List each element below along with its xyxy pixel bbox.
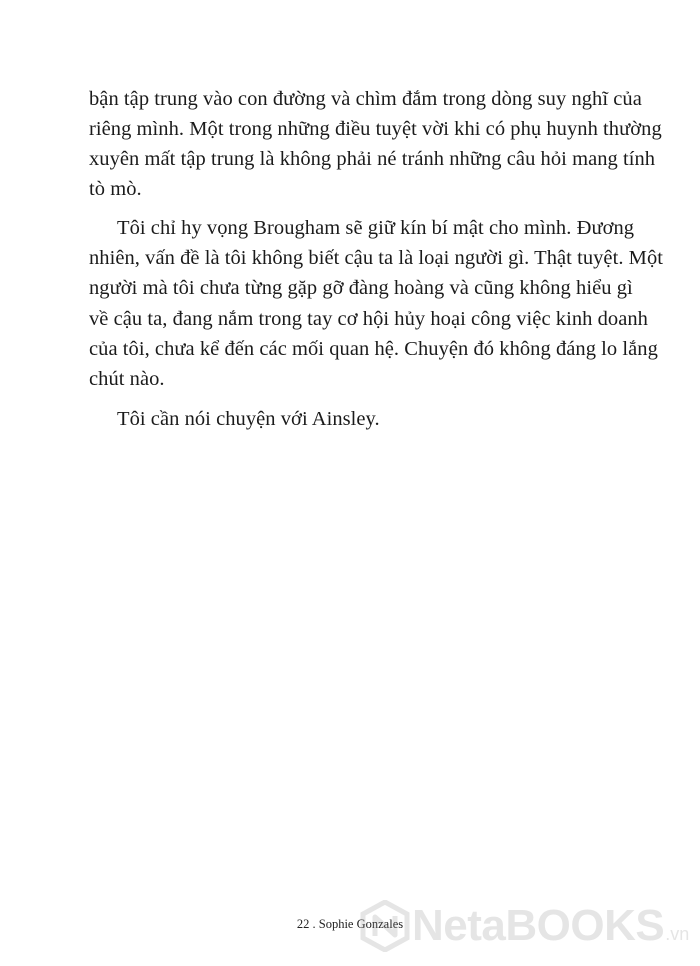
watermark: [360, 898, 689, 954]
paragraph-1-line-3: xuyên mất tập trung là không phải né tránh những câu hỏi mang tính: [89, 148, 656, 170]
paragraph-2-line-1: Tôi chỉ hy vọng Brougham sẽ giữ kín bí mật cho mình. Đương: [117, 217, 635, 239]
watermark-text: NetaBOOKS: [412, 901, 665, 950]
page-footer: 22 . Sophie Gonzales: [296, 917, 404, 931]
netabooks-logo-icon: [360, 900, 410, 952]
paragraph-2-line-5: của tôi, chưa kể đến các mối quan hệ. Chuyện đó không đáng lo lắng: [89, 338, 658, 360]
paragraph-1-line-4: tò mò.: [89, 178, 142, 200]
paragraph-3-line-1: Tôi cần nói chuyện với Ainsley.: [117, 408, 380, 430]
paragraph-2-line-6: chút nào.: [89, 368, 165, 390]
paragraph-2-line-3: người mà tôi chưa từng gặp gỡ đàng hoàng và cũng không hiểu gì: [89, 277, 633, 299]
watermark-suffix: .vn: [665, 923, 690, 944]
paragraph-1-line-2: riêng mình. Một trong những điều tuyệt vời khi có phụ huynh thường: [89, 118, 662, 140]
paragraph-1-line-1: bận tập trung vào con đường và chìm đắm trong dòng suy nghĩ của: [89, 88, 642, 110]
paragraph-2-line-4: về cậu ta, đang nắm trong tay cơ hội hủy hoại công việc kinh doanh: [89, 308, 648, 330]
paragraph-2-line-2: nhiên, vấn đề là tôi không biết cậu ta là loại người gì. Thật tuyệt. Một: [89, 247, 663, 269]
